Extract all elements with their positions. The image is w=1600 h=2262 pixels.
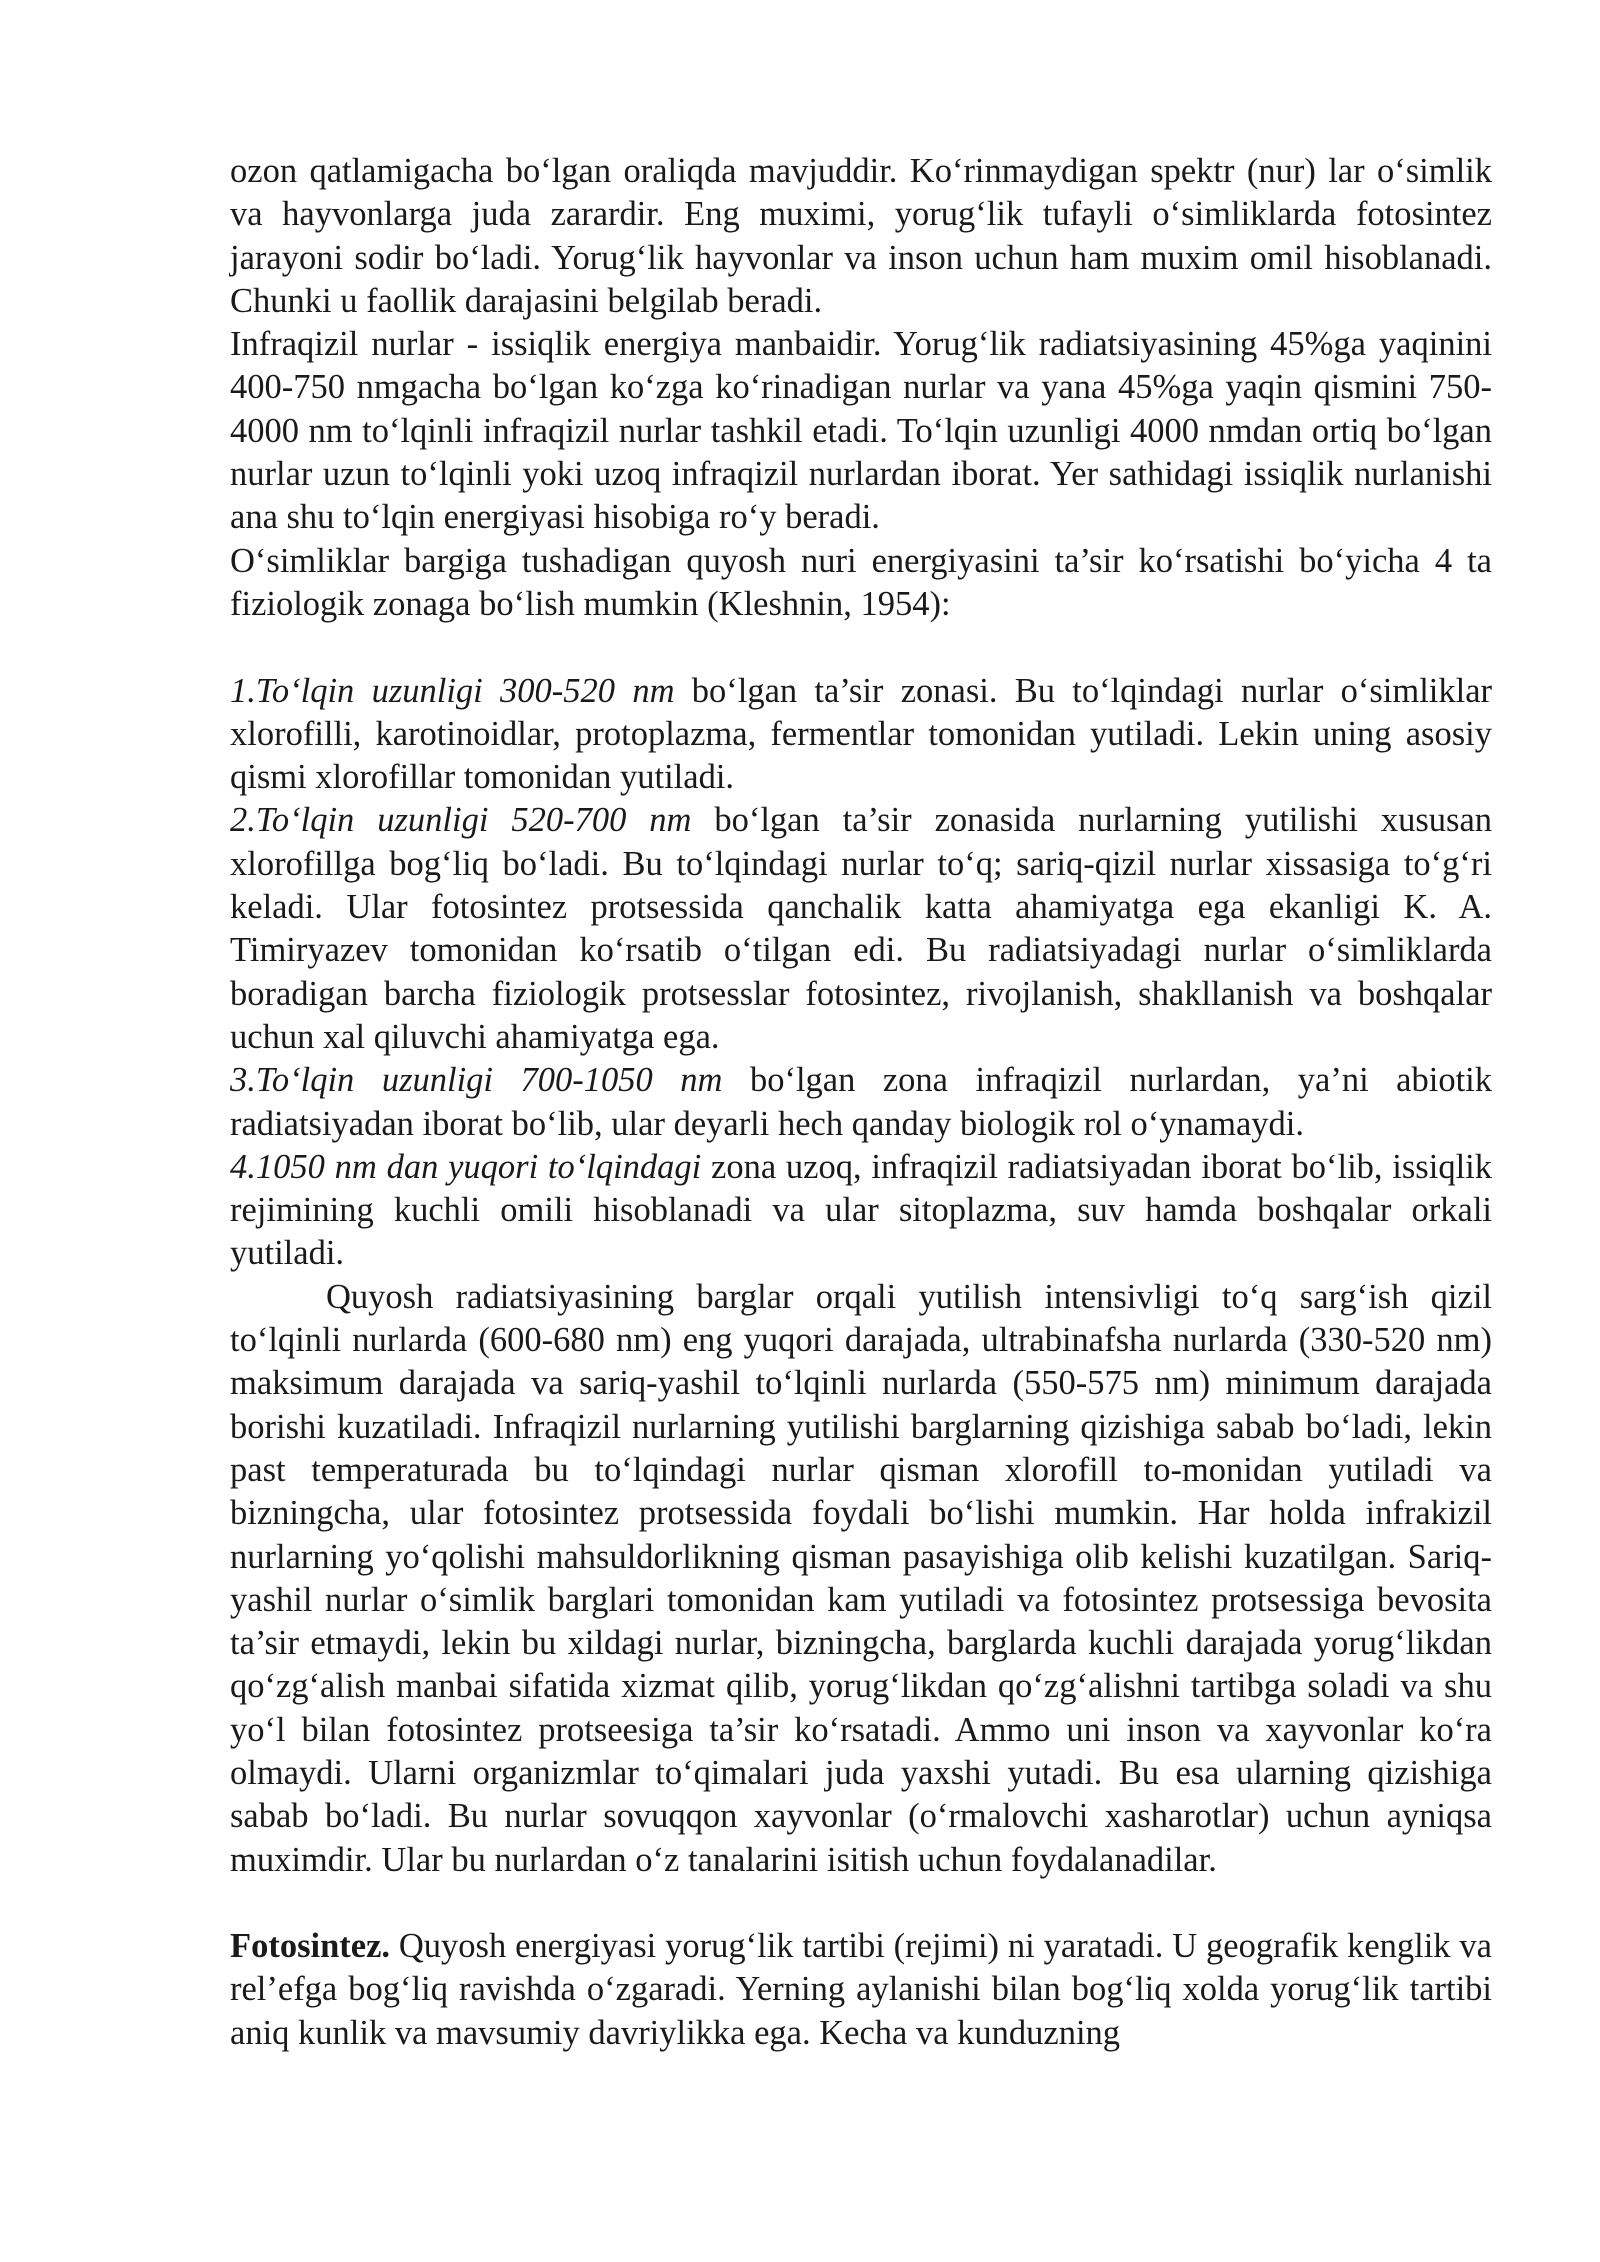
paragraph-absorption: Quyosh radiatsiyasining barglar orqali yutilish intensivligi to‘q sarg‘ish qizil to‘lqinli nurlarda (600-680 nm) eng yuqori darajada, ultrabinafsha nurlarda (330-520 nm) maksimum darajada va sariq-yashil to‘lqinli nurlarda (550-575 nm) minimum darajada borishi kuzatiladi. Infraqizil nurlarning yutilishi barglarning qizishiga sabab bo‘ladi, lekin past temperaturada bu to‘lqindagi nurlar qisman xlorofill to-monidan yutiladi va bizningcha, ular fotosintez protsessida foydali bo‘lishi mumkin. Har holda infrakizil nurlarning yo‘qolishi mahsuldorlikning qisman pasayishiga olib kelishi kuzatilgan. Sariq-yashil nurlar o‘simlik barglari tomonidan kam yutiladi va fotosintez protsessiga bevosita ta’sir etmaydi, lekin bu xildagi nurlar, bizningcha, barglarda kuchli darajada yorug‘likdan qo‘zg‘alish manbai sifatida xizmat qilib, yorug‘likdan qo‘zg‘alishni tartibga soladi va shu yo‘l bilan fotosintez protseesiga ta’sir ko‘rsatadi. Ammo uni inson va xayvonlar ko‘ra olmaydi. Ularni organizmlar to‘qimalari juda yaxshi yutadi. Bu esa ularning qizishiga sabab bo‘ladi. Bu nurlar sovuqqon xayvonlar (o‘rmalovchi xasharotlar) uchun ayniqsa muximdir. Ular bu nurlardan o‘z tanalarini isitish uchun foydalanadilar. <box>230 1277 1492 1879</box>
paragraph-intro-uv: ozon qatlamigacha bo‘lgan oraliqda mavjuddir. Ko‘rinmaydigan spektr (nur) lar o‘simlik va hayvonlarga juda zarardir. Eng muximi, yorug‘lik tufayli o‘simliklarda fotosintez jarayoni sodir bo‘ladi. Yorug‘lik hayvonlar va inson uchun ham muxim omil hisoblanadi. Chunki u faollik darajasini belgilab beradi. <box>230 152 1492 320</box>
zone-item-2 <box>230 799 1492 1059</box>
zone-lead: 2.To‘lqin uzunligi 520-700 nm <box>230 801 692 840</box>
zone-lead: 3.To‘lqin uzunligi 700-1050 nm <box>230 1061 723 1100</box>
zone-lead: 1.To‘lqin uzunligi 300-520 nm <box>230 671 675 710</box>
zone-lead: 4.1050 nm dan yuqori to‘lqindagi <box>230 1147 702 1186</box>
paragraph-zones-intro: O‘simliklar bargiga tushadigan quyosh nuri energiyasini ta’sir ko‘rsatishi bo‘yicha 4 ta fiziologik zonaga bo‘lish mumkin (Kleshnin, 1954): <box>230 541 1492 623</box>
paragraph-infrared: Infraqizil nurlar - issiqlik energiya manbaidir. Yorug‘lik radiatsiyasining 45%ga yaqinini 400-750 nmgacha bo‘lgan ko‘zga ko‘rinadigan nurlar va yana 45%ga yaqin qismini 750-4000 nm to‘lqinli infraqizil nurlar tashkil etadi. To‘lqin uzunligi 4000 nmdan ortiq bo‘lgan nurlar uzun to‘lqinli yoki uzoq infraqizil nurlardan iborat. Yer sathidagi issiqlik nurlanishi ana shu to‘lqin energiyasi hisobiga ro‘y beradi. <box>230 325 1492 537</box>
section-heading: Fotosintez. <box>230 1927 391 1966</box>
document-page <box>230 150 1492 2055</box>
zone-item-3 <box>230 1059 1492 1146</box>
zone-item-4 <box>230 1146 1492 1276</box>
section-text: Quyosh energiyasi yorug‘lik tartibi (rejimi) ni yaratadi. U geografik kenglik va rel’efga bog‘liq ravishda o‘zgaradi. Yerning aylanishi bilan bog‘liq xolda yorug‘lik tartibi aniq kunlik va mavsumiy davriylikka ega. Kecha va kunduzning <box>230 1927 1492 2052</box>
paragraph-fotosintez <box>230 1925 1492 2055</box>
paragraph-gap <box>230 626 1492 669</box>
zone-text: bo‘lgan ta’sir zonasi. Bu to‘lqindagi nurlar o‘simliklar xlorofilli, karotinoidlar, protoplazma, fermentlar tomonidan yutiladi. Lekin uning asosiy qismi xlorofillar tomonidan yutiladi. <box>230 671 1492 797</box>
zone-text: zona uzoq, infraqizil radiatsiyadan iborat bo‘lib, issiqlik rejimining kuchli omili hisoblanadi va ular sitoplazma, suv hamda boshqalar orkali yutiladi. <box>230 1147 1492 1273</box>
zone-text: bo‘lgan zona infraqizil nurlardan, ya’ni abiotik radiatsiyadan iborat bo‘lib, ular deyarli hech qanday biologik rol o‘ynamaydi. <box>230 1061 1492 1143</box>
paragraph-gap <box>230 1882 1492 1925</box>
zone-text: bo‘lgan ta’sir zonasida nurlarning yutilishi xususan xlorofillga bog‘liq bo‘ladi. Bu to‘lqindagi nurlar to‘q; sariq-qizil nurlar xissasiga to‘g‘ri keladi. Ular fotosintez protsessida qanchalik katta ahamiyatga ega ekanligi K. A. Timiryazev tomonidan ko‘rsatib o‘tilgan edi. Bu radiatsiyadagi nurlar o‘simliklarda boradigan barcha fiziologik protsesslar fotosintez, rivojlanish, shakllanish va boshqalar uchun xal qiluvchi ahamiyatga ega. <box>230 801 1493 1056</box>
zone-item-1 <box>230 670 1492 800</box>
